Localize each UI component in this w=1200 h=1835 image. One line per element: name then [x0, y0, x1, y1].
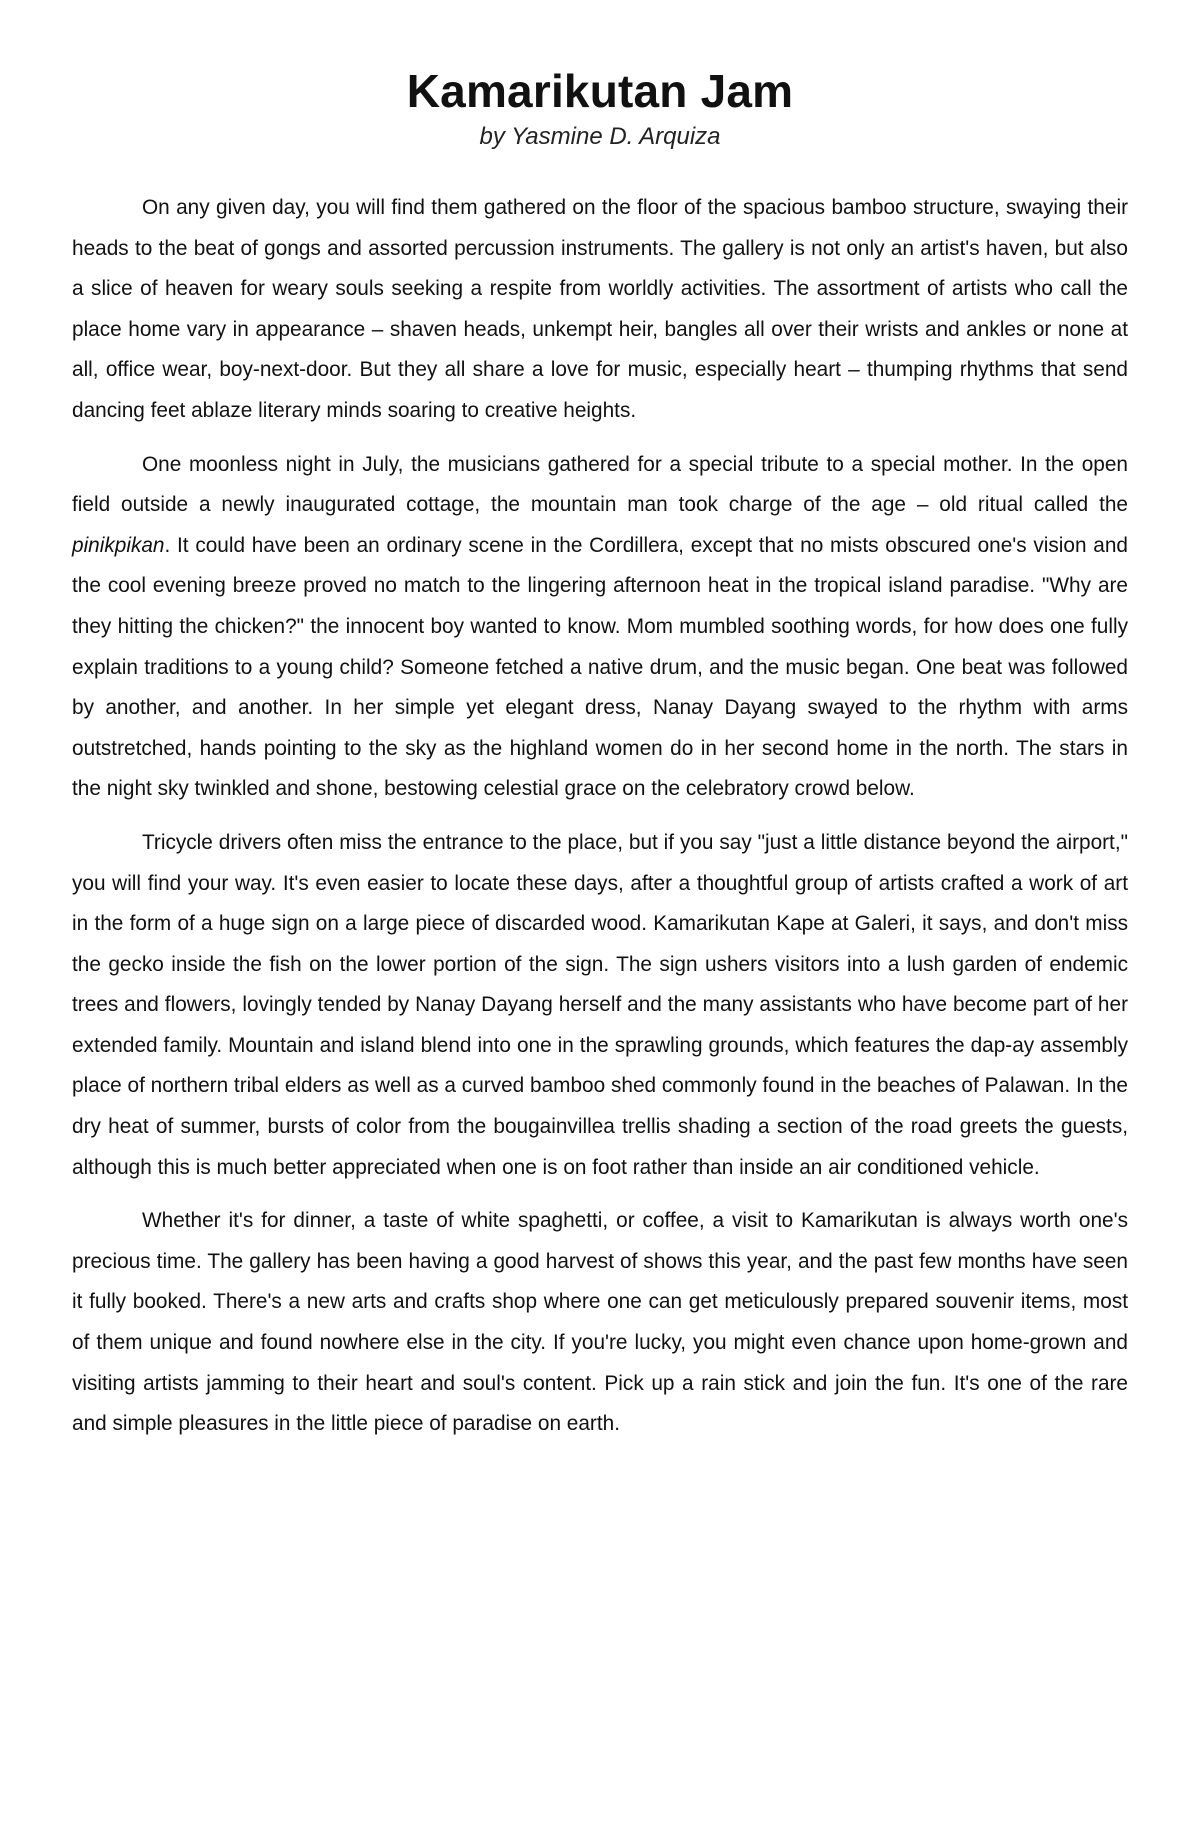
document-page	[72, 62, 1128, 1458]
paragraph-3: Tricycle drivers often miss the entrance to the place, but if you say "just a little distance beyond the airport," you will find your way. It's even easier to locate these days, after a thoughtful group of artists crafted a work of art in the form of a huge sign on a large piece of discarded wood. Kamarikutan Kape at Galeri, it says, and don't miss the gecko inside the fish on the lower portion of the sign. The sign ushers visitors into a lush garden of endemic trees and flowers, lovingly tended by Nanay Dayang herself and the many assistants who have become part of her extended family. Mountain and island blend into one in the sprawling grounds, which features the dap-ay assembly place of northern tribal elders as well as a curved bamboo shed commonly found in the beaches of Palawan. In the dry heat of summer, bursts of color from the bougainvillea trellis shading a section of the road greets the guests, although this is much better appreciated when one is on foot rather than inside an air conditioned vehicle.	[72, 830, 1128, 1179]
article-byline: by Yasmine D. Arquiza	[479, 123, 721, 150]
paragraph-4: Whether it's for dinner, a taste of white spaghetti, or coffee, a visit to Kamarikutan is always worth one's precious time. The gallery has been having a good harvest of shows this year, and the past few months have seen it fully booked. There's a new arts and crafts shop where one can get meticulously prepared souvenir items, most of them unique and found nowhere else in the city. If you're lucky, you might even chance upon home-grown and visiting artists jamming to their heart and soul's content. Pick up a rain stick and join the fun. It's one of the rare and simple pleasures in the little piece of paradise on earth.	[72, 1209, 1128, 1436]
pinikpikan-term: pinikpikan	[72, 533, 165, 557]
paragraph-2	[72, 445, 1128, 810]
paragraph-2-part-2: . It could have been an ordinary scene in the Cordillera, except that no mists obscured one's vision and the cool evening breeze proved no match to the lingering afternoon heat in the tropical island paradise. "Why are they hitting the chicken?" the innocent boy wanted to know. Mom mumbled soothing words, for how does one fully explain traditions to a young child? Someone fetched a native drum, and the music began. One beat was followed by another, and another. In her simple yet elegant dress, Nanay Dayang swayed to the rhythm with arms outstretched, hands pointing to the sky as the highland women do in her second home in the north. The stars in the night sky twinkled and shone, bestowing celestial grace on the celebratory crowd below.	[72, 533, 1128, 801]
article-title: Kamarikutan Jam	[406, 65, 794, 117]
paragraph-1: On any given day, you will find them gathered on the floor of the spacious bamboo structure, swaying their heads to the beat of gongs and assorted percussion instruments. The gallery is not only an artist's haven, but also a slice of heaven for weary souls seeking a respite from worldly activities. The assortment of artists who call the place home vary in appearance – shaven heads, unkempt heir, bangles all over their wrists and ankles or none at all, office wear, boy-next-door. But they all share a love for music, especially heart – thumping rhythms that send dancing feet ablaze literary minds soaring to creative heights.	[72, 196, 1128, 422]
paragraph-2-part-1: One moonless night in July, the musicians gathered for a special tribute to a special mother. In the open field outside a newly inaugurated cottage, the mountain man took charge of the age – old ritual called the	[72, 452, 1128, 517]
